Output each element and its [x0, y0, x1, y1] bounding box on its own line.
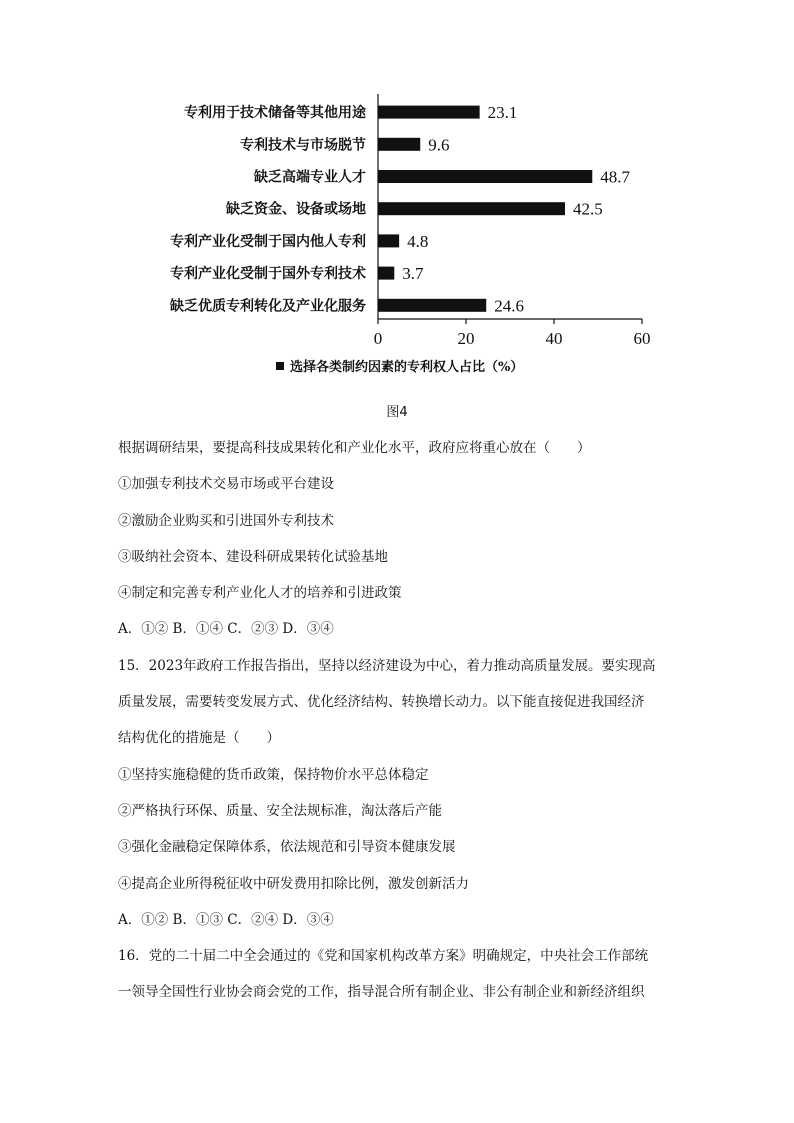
text-line: 16．党的二十届二中全会通过的《党和国家机构改革方案》明确规定，中央社会工作部统	[118, 948, 649, 965]
bar	[378, 234, 399, 247]
value-label: 4.8	[407, 231, 429, 251]
category-label: 专利产业化受制于国内他人专利	[170, 233, 366, 250]
x-tick-label: 20	[457, 329, 475, 348]
legend-label: 选择各类制约因素的专利权人占比（%）	[290, 360, 524, 375]
x-tick-label: 0	[373, 329, 383, 348]
bar	[378, 299, 486, 312]
x-tick-label: 60	[633, 329, 651, 348]
question-text	[118, 436, 678, 1017]
text-line: ①坚持实施稳健的货币政策，保持物价水平总体稳定	[118, 766, 429, 783]
text-line: 质量发展，需要转变发展方式、优化经济结构、转换增长动力。以下能直接促进我国经济	[118, 694, 645, 711]
value-label: 3.7	[402, 264, 424, 284]
answer-options: A．①② B．①④ C．②③ D．③④	[118, 621, 334, 638]
bar	[378, 170, 592, 183]
category-label: 专利产业化受制于国外专利技术	[170, 266, 366, 283]
text-line: ④制定和完善专利产业化人才的培养和引进政策	[118, 585, 402, 602]
category-label: 缺乏资金、设备或场地	[226, 201, 366, 218]
category-label: 缺乏高端专业人才	[254, 169, 366, 186]
text-line: ①加强专利技术交易市场或平台建设	[118, 476, 334, 493]
text-line: 15．2023年政府工作报告指出，坚持以经济建设为中心，着力推动高质量发展。要实现高	[118, 657, 656, 674]
text-line: ②激励企业购买和引进国外专利技术	[118, 512, 334, 529]
figure-caption: 图4	[386, 405, 408, 420]
text-line: ②严格执行环保、质量、安全法规标准，淘汰落后产能	[118, 802, 442, 819]
bar	[378, 138, 420, 151]
value-label: 9.6	[428, 135, 450, 155]
text-line: ④提高企业所得税征收中研发费用扣除比例，激发创新活力	[118, 875, 469, 892]
value-label: 23.1	[487, 103, 518, 123]
category-label: 专利用于技术储备等其他用途	[184, 105, 366, 122]
bar	[378, 202, 565, 215]
text-line: 一领导全国性行业协会商会党的工作，指导混合所有制企业、非公有制企业和新经济组织	[118, 984, 645, 1001]
text-line: ③强化金融稳定保障体系，依法规范和引导资本健康发展	[118, 839, 456, 856]
text-line: ③吸纳社会资本、建设科研成果转化试验基地	[118, 548, 388, 565]
category-label: 缺乏优质专利转化及产业化服务	[170, 298, 366, 315]
value-label: 48.7	[600, 167, 631, 187]
text-line: 结构优化的措施是（ ）	[118, 730, 280, 747]
answer-options: A．①② B．①③ C．②④ D．③④	[118, 911, 334, 928]
bar	[378, 106, 480, 119]
legend-swatch	[276, 362, 284, 370]
x-tick-label: 40	[545, 329, 563, 348]
value-label: 24.6	[494, 296, 524, 316]
category-label: 专利技术与市场脱节	[240, 137, 366, 154]
bar	[378, 267, 394, 280]
bar-chart	[0, 0, 794, 390]
value-label: 42.5	[573, 199, 603, 219]
text-line: 根据调研结果，要提高科技成果转化和产业化水平，政府应将重心放在（ ）	[118, 440, 591, 456]
